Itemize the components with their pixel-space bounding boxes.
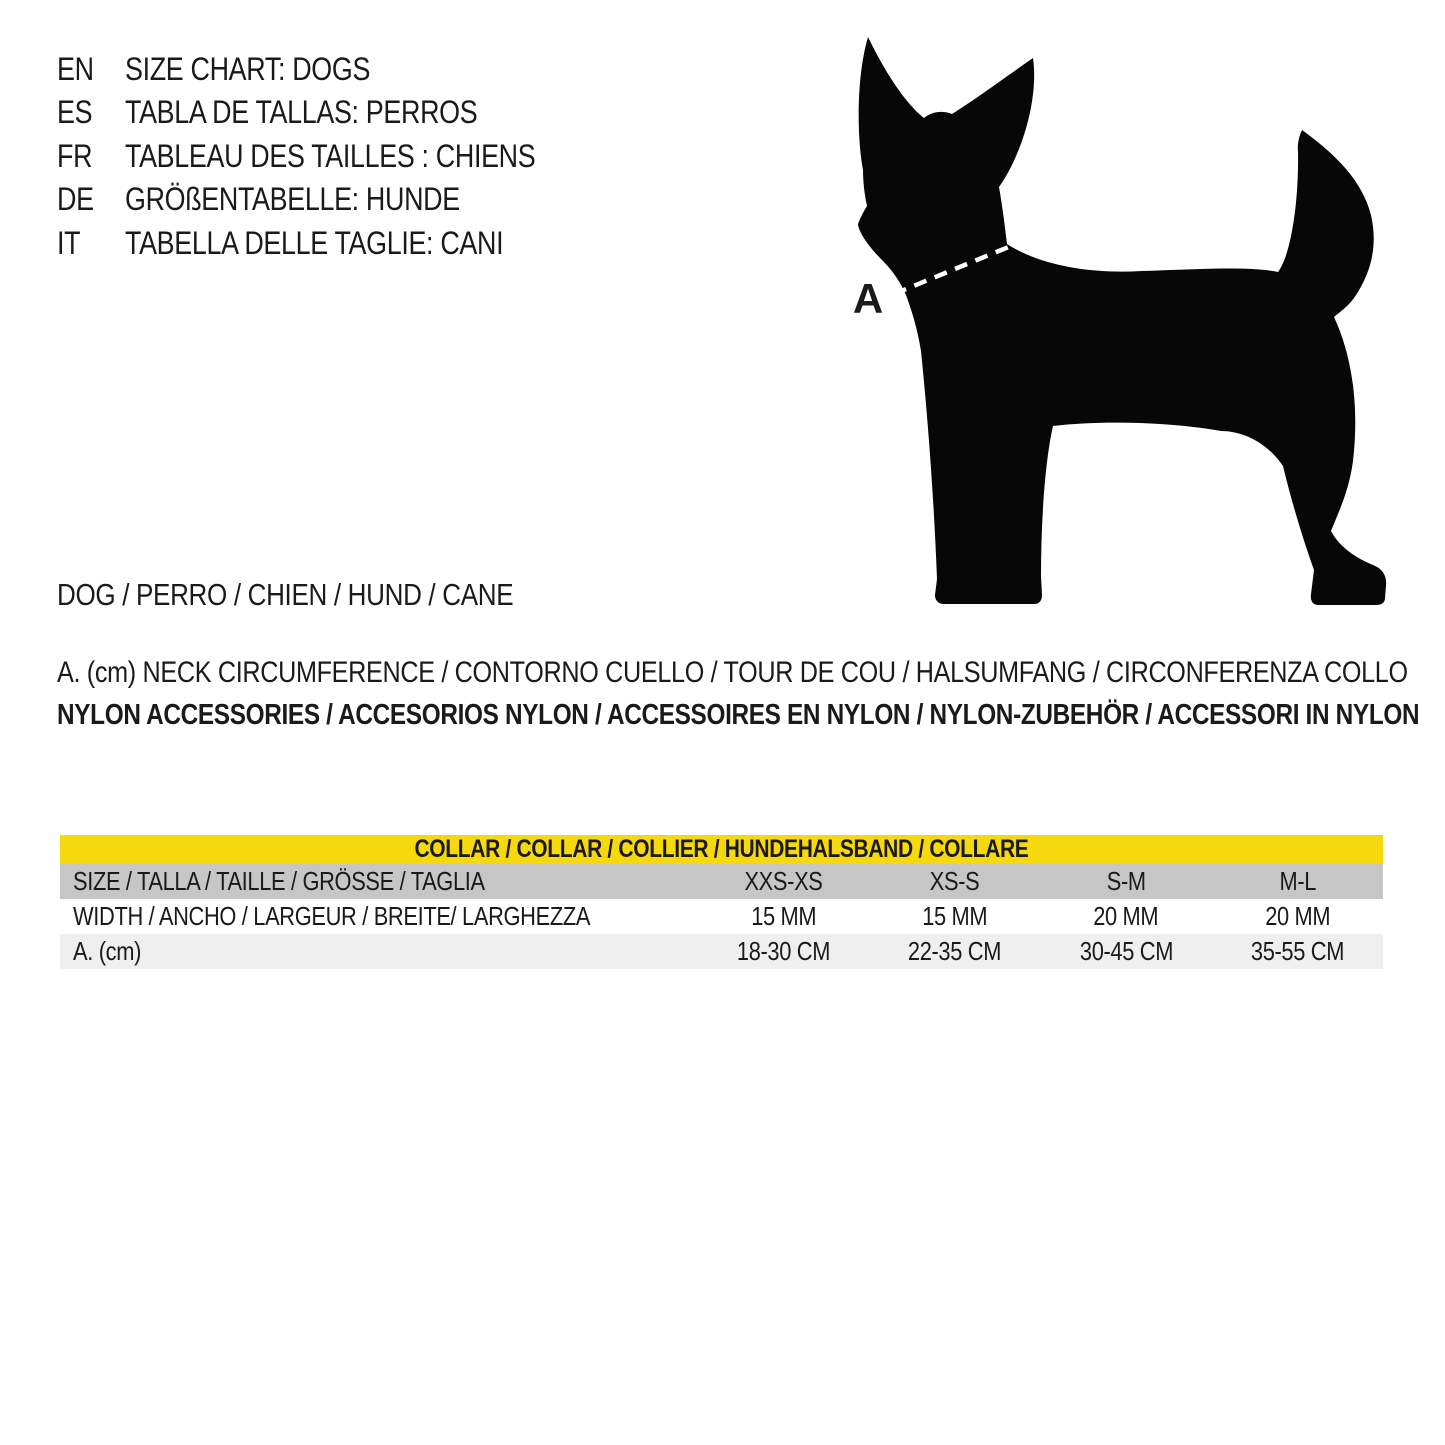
neck-value-cell: 22-35 CM	[908, 936, 1002, 966]
language-code: FR	[57, 137, 93, 174]
table-title: COLLAR / COLLAR / COLLIER / HUNDEHALSBAND / COLLARE	[414, 835, 1029, 863]
language-title-row	[57, 178, 614, 221]
language-code: IT	[57, 224, 81, 261]
size-value-cell: XXS-XS	[744, 866, 823, 896]
language-title-row	[57, 135, 614, 178]
language-title-row	[57, 222, 614, 265]
width-value-cell: 20 MM	[1264, 901, 1330, 931]
language-code: ES	[57, 94, 93, 131]
measurement-note: A. (cm) NECK CIRCUMFERENCE / CONTORNO CUELLO / TOUR DE COU / HALSUMFANG / CIRCONFERENZA COLLO	[57, 656, 1408, 689]
row-label-cell: SIZE / TALLA / TAILLE / GRÖSSE / TAGLIA	[73, 866, 485, 896]
measure-point-label: A	[852, 275, 884, 322]
row-label-cell: A. (cm)	[73, 936, 142, 966]
table-row-neck	[60, 934, 1383, 969]
material-note: NYLON ACCESSORIES / ACCESORIOS NYLON / ACCESSOIRES EN NYLON / NYLON-ZUBEHÖR / ACCESSORI IN NYLON	[57, 699, 1420, 731]
table-row-width	[60, 899, 1383, 934]
measurement-note-line	[57, 656, 1445, 690]
size-chart-title: TABELLA DELLE TAGLIE: CANI	[125, 224, 504, 261]
chihuahua-dog-silhouette-icon	[830, 20, 1395, 620]
size-chart-title: TABLEAU DES TAILLES : CHIENS	[125, 137, 536, 174]
neck-value-cell: 30-45 CM	[1079, 936, 1173, 966]
language-title-list	[57, 48, 614, 265]
collar-size-table	[60, 835, 1383, 969]
language-code: DE	[57, 181, 94, 218]
language-title-row	[57, 48, 614, 91]
dog-silhouette-shape	[858, 37, 1386, 605]
width-value-cell: 15 MM	[750, 901, 816, 931]
width-value-cell: 15 MM	[922, 901, 988, 931]
row-label-cell: WIDTH / ANCHO / LARGEUR / BREITE/ LARGHEZZA	[73, 901, 591, 931]
neck-value-cell: 18-30 CM	[736, 936, 830, 966]
size-chart-title: SIZE CHART: DOGS	[125, 51, 371, 87]
table-title-bar	[60, 835, 1383, 864]
table-row-size	[60, 864, 1383, 899]
dog-measure-diagram	[830, 20, 1395, 620]
language-code: EN	[57, 51, 94, 87]
size-value-cell: S-M	[1106, 866, 1146, 896]
width-value-cell: 20 MM	[1093, 901, 1159, 931]
size-value-cell: M-L	[1279, 866, 1316, 896]
size-chart-title: TABLA DE TALLAS: PERROS	[125, 94, 478, 131]
animal-label: DOG / PERRO / CHIEN / HUND / CANE	[57, 577, 514, 612]
language-title-row	[57, 91, 614, 134]
size-value-cell: XS-S	[929, 866, 980, 896]
size-chart-title: GRÖßENTABELLE: HUNDE	[125, 181, 460, 218]
material-note-line	[57, 699, 1445, 732]
neck-value-cell: 35-55 CM	[1250, 936, 1344, 966]
animal-label-line	[57, 577, 600, 613]
